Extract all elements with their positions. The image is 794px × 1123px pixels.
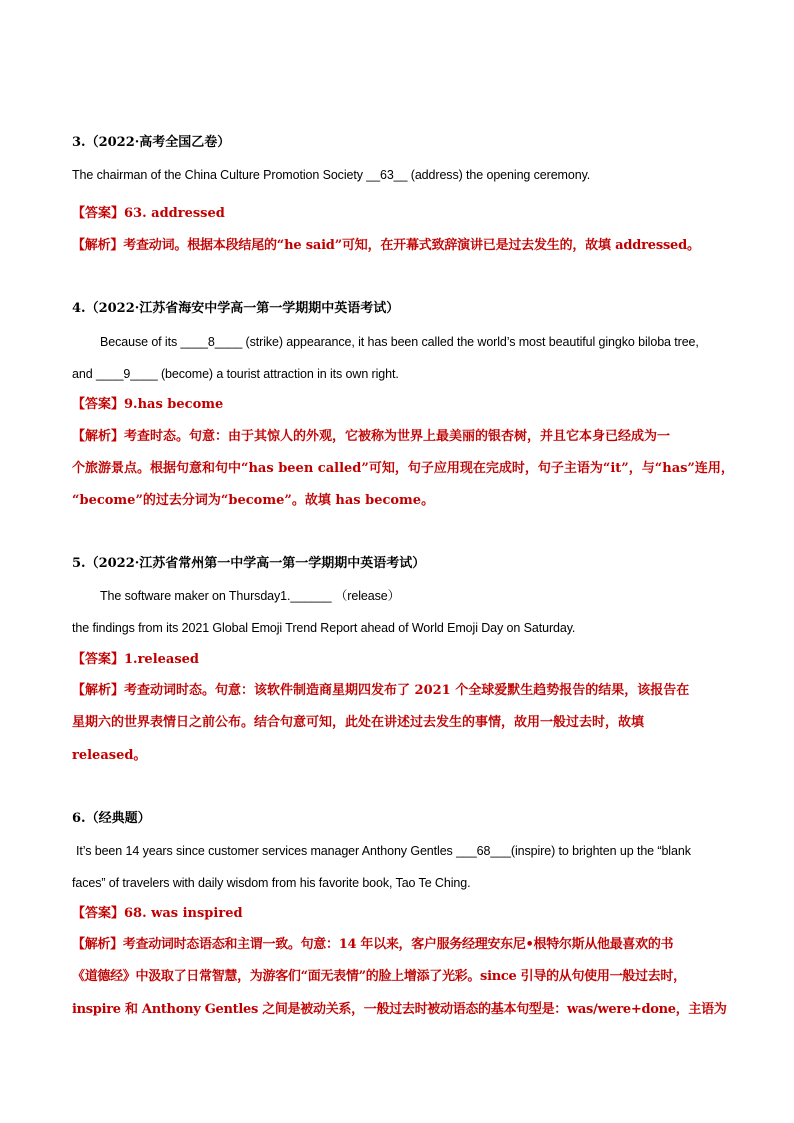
q6-analysis-line2: 《道德经》中汲取了日常智慧，为游客们“面无表情”的脸上增添了光彩。since 引导的从句使用一般过去时， xyxy=(72,969,686,984)
q6-line1-after: (inspire) to brighten up the “blank xyxy=(510,844,691,858)
q6-analysis-line1: 【解析】考查动词时态语态和主谓一致。句意：14 年以来，客户服务经理安东尼•根特尔斯从他最喜欢的书 xyxy=(72,937,674,952)
q4-blank1: ____8____ xyxy=(180,335,243,349)
q3-analysis: 【解析】考查动词。根据本段结尾的“he said”可知，在开幕式致辞演讲已是过去发生的，故填 addressed。 xyxy=(72,238,700,253)
q4-line2-before: and xyxy=(72,367,96,381)
q4-answer: 【答案】9.has become xyxy=(72,397,224,412)
q6-line1-before: It’s been 14 years since customer services manager Anthony Gentles xyxy=(76,844,457,858)
q4-stem-line1 xyxy=(100,333,699,351)
q4-heading: 4.（2022·江苏省海安中学高一第一学期期中英语考试） xyxy=(72,301,400,316)
q4-line1-before: Because of its xyxy=(100,335,181,349)
q3-stem xyxy=(72,166,590,184)
q5-analysis-line3: released。 xyxy=(72,748,147,763)
q5-analysis-line1: 【解析】考查动词时态。句意：该软件制造商星期四发布了 2021 个全球爱默生趋势报告的结果，该报告在 xyxy=(72,683,690,698)
q5-heading: 5.（2022·江苏省常州第一中学高一第一学期期中英语考试） xyxy=(72,556,426,571)
q5-stem-line2: the findings from its 2021 Global Emoji Trend Report ahead of World Emoji Day on Saturday. xyxy=(72,621,576,635)
q4-analysis-line2: 个旅游景点。根据句意和句中“has been called”可知，句子应用现在完成时，句子主语为“it”，与“has”连用， xyxy=(72,461,734,476)
q3-heading: 3.（2022·高考全国乙卷） xyxy=(72,135,231,150)
q5-stem-line1: The software maker on Thursday1.______ （release） xyxy=(100,589,400,603)
q5-analysis-line2: 星期六的世界表情日之前公布。结合句意可知，此处在讲述过去发生的事情，故用一般过去时，故填 xyxy=(72,715,645,730)
q4-stem-line2 xyxy=(72,365,399,383)
q5-answer: 【答案】1.released xyxy=(72,652,200,667)
q6-analysis-line3: inspire 和 Anthony Gentles 之间是被动关系，一般过去时被动语态的基本句型是：was/were+done，主语为 xyxy=(72,1002,727,1017)
q4-line1-after: (strike) appearance, it has been called the world’s most beautiful gingko biloba tree, xyxy=(242,335,699,349)
q4-analysis-line1: 【解析】考查时态。句意：由于其惊人的外观，它被称为世界上最美丽的银杏树，并且它本身已经成为一 xyxy=(72,429,671,444)
q3-blank: __63__ xyxy=(366,168,408,182)
q6-stem-line2: faces” of travelers with daily wisdom from his favorite book, Tao Te Ching. xyxy=(72,876,471,890)
q4-blank2: ____9____ xyxy=(95,367,158,381)
q4-line2-after: (become) a tourist attraction in its own right. xyxy=(157,367,399,381)
q3-answer: 【答案】63. addressed xyxy=(72,206,225,221)
q3-stem-after: (address) the opening ceremony. xyxy=(407,168,591,182)
q6-stem-line1 xyxy=(76,842,691,860)
q6-heading: 6.（经典题） xyxy=(72,811,151,826)
q6-answer: 【答案】68. was inspired xyxy=(72,906,243,921)
q4-analysis-line3: “become”的过去分词为“become”。故填 has become。 xyxy=(72,493,435,508)
q6-blank: ___68___ xyxy=(456,844,511,858)
q3-stem-before: The chairman of the China Culture Promotion Society xyxy=(72,168,367,182)
